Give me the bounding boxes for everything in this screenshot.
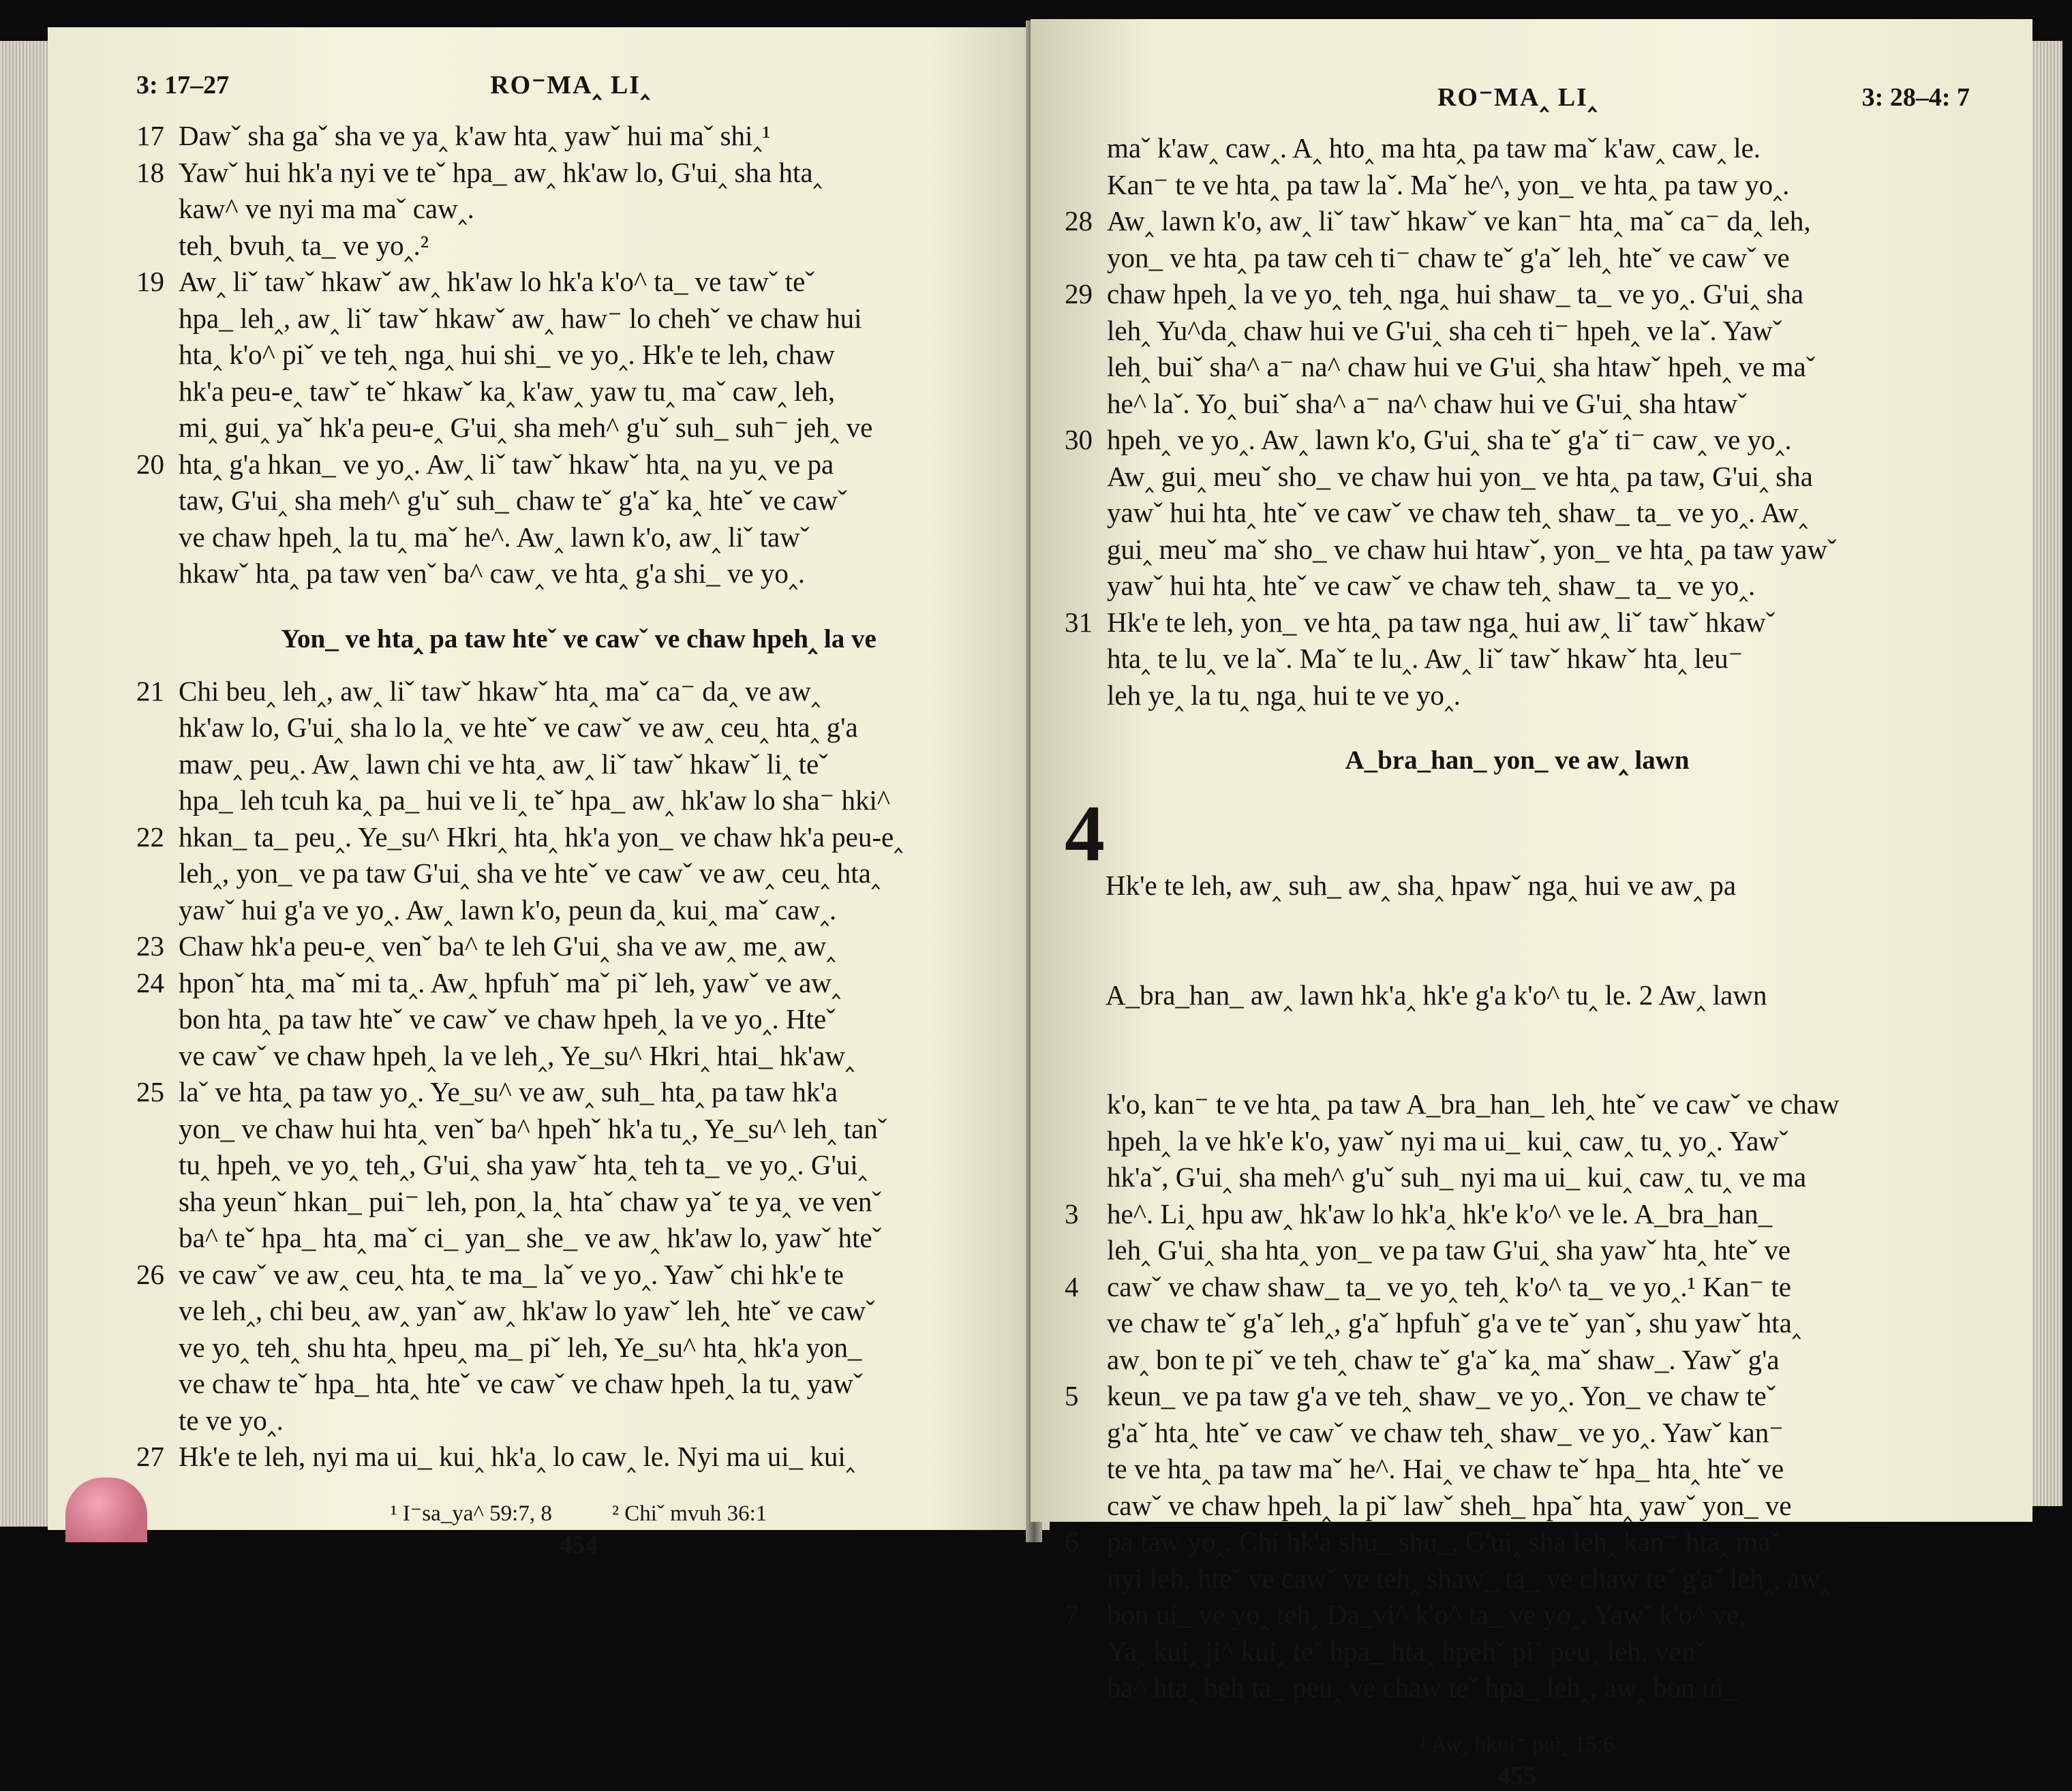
verse — [1065, 1269, 1970, 1379]
verse-line: yawˇ hui g'a ve yo‸. Aw‸ lawn k'o, peun da‸ kui‸ maˇ caw‸. — [179, 893, 837, 925]
chapter-number: 4 — [1065, 789, 1105, 878]
verse-line: k'o, kan⁻ te ve hta‸ pa taw A_bra_han_ leh‸ hteˇ ve cawˇ ve chaw — [1107, 1088, 1840, 1120]
verse-text — [179, 446, 1021, 592]
verse-line: ve yo‸ teh‸ shu hta‸ hpeu‸ ma_ piˇ leh, Ye_su^ hta‸ hk'a yon_ — [179, 1331, 862, 1363]
verse-line: he^. Li‸ hpu aw‸ hk'aw lo hk'a‸ hk'e k'o^ ve le. A_bra_han_ — [1107, 1197, 1773, 1229]
verse-line: Aw‸ liˇ tawˇ hkawˇ aw‸ hk'aw lo hk'a k'o^ ta_ ve tawˇ teˇ — [179, 266, 814, 297]
verse-number: 29 — [1065, 278, 1093, 309]
verse-line: Yawˇ hui hk'a nyi ve teˇ hpa_ aw‸ hk'aw lo, G'ui‸ sha hta‸ — [179, 156, 823, 188]
verse-number: 27 — [136, 1441, 164, 1472]
verse-line: Hk'e te leh, yon_ ve hta‸ pa taw nga‸ hui aw‸ liˇ tawˇ hkawˇ — [1107, 606, 1776, 638]
left-footnotes — [136, 1500, 1021, 1527]
verse-line: hkan_ ta_ peu‸. Ye_su^ Hkri‸ hta‸ hk'a yon_ ve chaw hk'a peu-e‸ — [179, 821, 904, 853]
verse-text — [179, 819, 1021, 929]
right-chapter-reference: 3: 28–4: 7 — [1861, 83, 1970, 112]
verse-line: hpa_ leh tcuh ka‸ pa_ hui ve li‸ teˇ hpa_ aw‸ hk'aw lo sha⁻ hki^ — [179, 784, 891, 816]
verse-line: leh ye‸ la tu‸ nga‸ hui te ve yo‸. — [1107, 679, 1461, 711]
verse-text — [1107, 1524, 1970, 1597]
verse-line: g'aˇ hta‸ hteˇ ve cawˇ ve chaw teh‸ shaw_ ve yo‸. Yawˇ kan⁻ — [1107, 1416, 1784, 1448]
left-verses-bottom — [136, 673, 1021, 1475]
verse-line: yon_ ve chaw hui hta‸ venˇ ba^ hpehˇ hk'a tu‸, Ye_su^ leh‸ tanˇ — [179, 1112, 887, 1144]
verse-text — [179, 1257, 1021, 1439]
verse-text — [1107, 422, 1970, 604]
verse — [1065, 1524, 1970, 1597]
verse-line: Hk'e te leh, nyi ma ui_ kui‸ hk'a‸ lo caw‸ le. Nyi ma ui_ kui‸ — [179, 1441, 855, 1472]
verse-line: laˇ ve hta‸ pa taw yo‸. Ye_su^ ve aw‸ suh_ hta‸ pa taw hk'a — [179, 1076, 838, 1107]
verse-line: cawˇ ve chaw hpeh‸ la piˇ lawˇ sheh_ hpaˇ hta‸ yawˇ yon_ ve — [1107, 1489, 1792, 1521]
verse-line: Chaw hk'a peu-e‸ venˇ ba^ te leh G'ui‸ sha ve aw‸ me‸ aw‸ — [179, 930, 836, 962]
verse-line: bon hta‸ pa taw hteˇ ve cawˇ ve chaw hpeh‸ la ve yo‸. Hteˇ — [179, 1003, 836, 1035]
verse-line: hponˇ hta‸ maˇ mi ta‸. Aw‸ hpfuhˇ maˇ piˇ leh, yawˇ ve aw‸ — [179, 966, 841, 998]
left-verses-top — [136, 118, 1021, 592]
verse-line: hta‸ k'o^ piˇ ve teh‸ nga‸ hui shi_ ve yo‸. Hk'e te leh, chaw — [179, 339, 835, 370]
verse-line: sha yeunˇ hkan_ pui⁻ leh, pon‸ la‸ htaˇ chaw yaˇ te ya‸ ve venˇ — [179, 1185, 882, 1217]
verse-number: 4 — [1065, 1270, 1079, 1302]
right-verses-top — [1065, 130, 1970, 714]
verse-number: 17 — [136, 120, 164, 151]
verse-line: leh‸ Yu^da‸ chaw hui ve G'ui‸ sha ceh ti⁻ hpeh‸ ve laˇ. Yawˇ — [1107, 314, 1782, 346]
chapter-first-verse — [1106, 795, 1970, 1086]
right-verses-bottom — [1065, 1086, 1970, 1706]
right-page-number: 455 — [1497, 1761, 1537, 1790]
verse — [136, 264, 1021, 446]
verse-text — [179, 264, 1021, 446]
verse-number: 19 — [136, 266, 164, 297]
verse-text — [1107, 276, 1970, 422]
verse-text — [1107, 1269, 1970, 1379]
verse — [1065, 203, 1970, 276]
verse-line: hpa_ leh‸, aw‸ liˇ tawˇ hkawˇ aw‸ haw⁻ lo chehˇ ve chaw hui — [179, 302, 862, 334]
verse-text — [179, 965, 1021, 1075]
verse — [136, 155, 1021, 264]
verse — [1065, 1086, 1970, 1196]
verse-number: 28 — [1065, 205, 1093, 236]
verse-number: 5 — [1065, 1380, 1079, 1411]
verse-line: ve cawˇ ve chaw hpeh‸ la ve leh‸, Ye_su^ Hkri‸ htai_ hk'aw‸ — [179, 1039, 855, 1071]
verse-line: ve cawˇ ve aw‸ ceu‸ hta‸ te ma_ laˇ ve yo‸. Yawˇ chi hk'e te — [179, 1258, 844, 1290]
left-section-heading: Yon_ ve hta‸ pa taw hteˇ ve cawˇ ve chaw hpeh‸ la ve — [281, 624, 877, 654]
verse-line: hpeh‸ la ve hk'e k'o, yawˇ nyi ma ui_ kui‸ caw‸ tu‸ yo‸. Yawˇ — [1107, 1124, 1788, 1157]
verse-number: 31 — [1065, 606, 1093, 638]
left-page — [48, 27, 1050, 1559]
verse-text — [1107, 1196, 1970, 1269]
verse-line: te ve yo‸. — [179, 1404, 284, 1436]
verse-line: Dawˇ sha gaˇ sha ve ya‸ k'aw hta‸ yawˇ hui maˇ shi‸¹ — [179, 120, 771, 151]
verse-text — [1107, 1597, 1970, 1706]
verse — [1065, 1378, 1970, 1524]
verse — [136, 928, 1021, 965]
verse-line: A_bra_han_ aw‸ lawn hk'a‸ hk'e g'a k'o^ tu‸ le. 2 Aw‸ lawn — [1106, 979, 1767, 1011]
verse-line: maw‸ peu‸. Aw‸ lawn chi ve hta‸ aw‸ liˇ tawˇ hkawˇ li‸ teˇ — [179, 748, 828, 780]
right-section-heading: A_bra_han_ yon_ ve aw‸ lawn — [1345, 746, 1690, 775]
verse-text — [1107, 604, 1970, 714]
verse-number: 26 — [136, 1258, 164, 1290]
verse-line: gui‸ meuˇ maˇ sho_ ve chaw hui htawˇ, yon_ ve hta‸ pa taw yawˇ — [1107, 533, 1837, 565]
verse-number: 7 — [1065, 1599, 1079, 1630]
verse-number — [1065, 130, 1107, 203]
verse-number: 30 — [1065, 424, 1093, 455]
footnote: ² Chiˇ mvuh 36:1 — [612, 1501, 767, 1526]
verse-line: hk'aˇ, G'ui‸ sha meh^ g'uˇ suh_ nyi ma ui_ kui‸ caw‸ tu‸ ve ma — [1107, 1161, 1807, 1193]
verse — [136, 118, 1021, 155]
verse-line: pa taw yo‸. Chi hk'a shu_ shu_, G'ui‸ sha leh‸ kan⁻ hta‸ maˇ — [1107, 1526, 1780, 1557]
verse-line: bon ui_ ve yo‸ teh‸ Da_vi^ k'o^ ta_ ve yo‸. Yawˇ k'o^ ve, — [1107, 1599, 1746, 1630]
verse-number: 3 — [1065, 1197, 1079, 1229]
verse-line: leh‸, yon_ ve pa taw G'ui‸ sha ve hteˇ ve cawˇ ve aw‸ ceu‸ hta‸ — [179, 857, 881, 889]
verse-line: nyi leh, hteˇ ve cawˇ ve teh‸ shaw_ ta_ ve chaw teˇ g'aˇ leh‸, aw‸ — [1107, 1562, 1829, 1594]
verse — [1065, 1597, 1970, 1706]
verse-text — [179, 1074, 1021, 1257]
verse-text — [1107, 130, 1970, 203]
verse-line: teh‸ bvuh‸ ta_ ve yo‸.² — [179, 229, 429, 261]
verse-line: Aw‸ lawn k'o, aw‸ liˇ tawˇ hkawˇ ve kan⁻ hta‸ maˇ ca⁻ da‸ leh, — [1107, 205, 1811, 236]
verse-line: tu‸ hpeh‸ ve yo‸ teh‸, G'ui‸ sha yawˇ hta‸ teh ta_ ve yo‸. G'ui‸ — [179, 1149, 868, 1180]
verse-line: Aw‸ gui‸ meuˇ sho_ ve chaw hui yon_ ve hta‸ pa taw, G'ui‸ sha — [1107, 460, 1813, 492]
verse-line: hta‸ g'a hkan_ ve yo‸. Aw‸ liˇ tawˇ hkawˇ hta‸ na yu‸ ve pa — [179, 448, 834, 480]
footnote: ¹ I⁻sa_ya^ 59:7, 8 — [390, 1501, 552, 1526]
verse-line: hk'aw lo, G'ui‸ sha lo la‸ ve hteˇ ve cawˇ ve aw‸ ceu‸ hta‸ g'a — [179, 711, 858, 743]
verse-line: Chi beu‸ leh‸, aw‸ liˇ tawˇ hkawˇ hta‸ maˇ ca⁻ da‸ ve aw‸ — [179, 675, 821, 707]
verse-line: yon_ ve hta‸ pa taw ceh ti⁻ chaw teˇ g'aˇ leh‸ hteˇ ve cawˇ ve — [1107, 241, 1790, 273]
verse-line: yawˇ hui hta‸ hteˇ ve cawˇ ve chaw teh‸ shaw_ ta_ ve yo‸. — [1107, 570, 1756, 601]
verse-line: ve chaw hpeh‸ la tu‸ maˇ he^. Aw‸ lawn k'o, aw‸ liˇ tawˇ — [179, 521, 810, 553]
verse-line: ba^ teˇ hpa_ hta‸ maˇ ci_ yan_ she_ ve aw‸ hk'aw lo, yawˇ hteˇ — [179, 1222, 882, 1253]
verse-line: ve chaw teˇ g'aˇ leh‸, g'aˇ hpfuhˇ g'a ve teˇ yanˇ, shu yawˇ hta‸ — [1107, 1307, 1801, 1338]
verse-text — [179, 928, 1021, 965]
verse-line: cawˇ ve chaw shaw_ ta_ ve yo‸ teh‸ k'o^ ta_ ve yo‸.¹ Kan⁻ te — [1107, 1270, 1791, 1302]
verse-line: he^ laˇ. Yo‸ buiˇ sha^ a⁻ na^ chaw hui ve G'ui‸ sha htawˇ — [1107, 387, 1747, 419]
right-running-head — [1065, 82, 1970, 112]
left-book-title: RO⁻MA‸ LI‸ — [490, 71, 651, 99]
verse-line: leh‸ buiˇ sha^ a⁻ na^ chaw hui ve G'ui‸ sha htawˇ hpeh‸ ve maˇ — [1107, 351, 1816, 382]
right-book-title: RO⁻MA‸ LI‸ — [1437, 83, 1598, 112]
footnote: ¹ Aw‸ hkui⁻ pui‸ 15:6 — [1420, 1732, 1615, 1757]
left-page-edges — [0, 41, 49, 1527]
verse — [1065, 604, 1970, 714]
verse-text — [179, 155, 1021, 264]
left-running-head — [136, 70, 1021, 100]
verse-number: 22 — [136, 821, 164, 853]
verse — [136, 819, 1021, 929]
verse — [136, 446, 1021, 592]
verse-line: Hk'e te leh, aw‸ suh_ aw‸ sha‸ hpawˇ nga‸ hui ve aw‸ pa — [1106, 870, 1737, 901]
verse-number: 18 — [136, 156, 164, 188]
verse-line: hta‸ te lu‸ ve laˇ. Maˇ te lu‸. Aw‸ liˇ tawˇ hkawˇ hta‸ leu⁻ — [1107, 643, 1743, 674]
verse — [1065, 276, 1970, 422]
verse-line: ve leh‸, chi beu‸ aw‸ yanˇ aw‸ hk'aw lo yawˇ leh‸ hteˇ ve cawˇ — [179, 1295, 875, 1326]
verse — [136, 1257, 1021, 1439]
verse — [1065, 422, 1970, 604]
verse-text — [1107, 203, 1970, 276]
verse-line: maˇ k'aw‸ caw‸. A‸ hto‸ ma hta‸ pa taw maˇ k'aw‸ caw‸ le. — [1107, 132, 1761, 164]
thumb — [65, 1478, 147, 1542]
verse-number: 23 — [136, 930, 164, 962]
verse-number: 6 — [1065, 1526, 1079, 1557]
verse-number: 24 — [136, 966, 164, 998]
verse-line: ve chaw teˇ hpa_ hta‸ hteˇ ve cawˇ ve chaw hpeh‸ la tu‸ yawˇ — [179, 1368, 863, 1399]
verse — [136, 1439, 1021, 1475]
verse-line: yawˇ hui hta‸ hteˇ ve cawˇ ve chaw teh‸ shaw_ ta_ ve yo‸. Aw‸ — [1107, 497, 1808, 528]
verse-number: 25 — [136, 1076, 164, 1107]
verse-line: hkawˇ hta‸ pa taw venˇ ba^ caw‸ ve hta‸ g'a shi_ ve yo‸. — [179, 557, 805, 589]
right-page — [1031, 19, 2032, 1790]
verse — [1065, 130, 1970, 203]
verse — [136, 673, 1021, 819]
verse-text — [1107, 1378, 1970, 1524]
verse-line: Ya‸ kui‸ ji^ kui‸ teˇ hpa_ hta‸ hpehˇ piˇ peu‸ leh, venˇ — [1107, 1635, 1705, 1667]
verse-line: te ve hta‸ pa taw maˇ he^. Hai‸ ve chaw teˇ hpa_ hta‸ hteˇ ve — [1107, 1453, 1784, 1484]
verse-line: hk'a peu-e‸ tawˇ teˇ hkawˇ ka‸ k'aw‸ yaw tu‸ maˇ caw‸ leh, — [179, 375, 836, 407]
left-page-number: 454 — [559, 1530, 598, 1559]
chapter-start — [1065, 789, 1970, 1086]
verse-line: mi‸ gui‸ yaˇ hk'a peu-e‸ G'ui‸ sha meh^ g'uˇ suh_ suh⁻ jeh‸ ve — [179, 412, 873, 443]
verse-text — [1107, 1086, 1970, 1196]
verse — [1065, 1196, 1970, 1269]
verse-line: kaw^ ve nyi ma maˇ caw‸. — [179, 193, 474, 224]
verse-line: keun_ ve pa taw g'a ve teh‸ shaw_ ve yo‸. Yon_ ve chaw teˇ — [1107, 1380, 1776, 1411]
verse-line: taw, G'ui‸ sha meh^ g'uˇ suh_ chaw teˇ g'aˇ ka‸ hteˇ ve cawˇ — [179, 485, 847, 516]
verse-number: 21 — [136, 675, 164, 707]
verse-number: 20 — [136, 448, 164, 480]
verse-line: Kan⁻ te ve hta‸ pa taw laˇ. Maˇ he^, yon_ ve hta‸ pa taw yo‸. — [1107, 168, 1790, 200]
verse-number — [1065, 1086, 1107, 1196]
verse-line: aw‸ bon te piˇ ve teh‸ chaw teˇ g'aˇ ka‸ maˇ shaw_. Yawˇ g'a — [1107, 1343, 1780, 1375]
verse-text — [179, 118, 1021, 155]
right-footnotes — [1065, 1731, 1970, 1758]
verse-line: chaw hpeh‸ la ve yo‸ teh‸ nga‸ hui shaw_ ta_ ve yo‸. G'ui‸ sha — [1107, 278, 1804, 309]
verse-text — [179, 673, 1021, 819]
verse-line: ba^ hta‸ beh ta_ peu‸ ve chaw teˇ hpa_ leh‸, aw‸ bon ui_ — [1107, 1672, 1738, 1703]
verse-line: hpeh‸ ve yo‸. Aw‸ lawn k'o, G'ui‸ sha teˇ g'aˇ ti⁻ caw‸ ve yo‸. — [1107, 424, 1792, 455]
verse-line: leh‸ G'ui‸ sha hta‸ yon_ ve pa taw G'ui‸ sha yawˇ hta‸ hteˇ ve — [1107, 1234, 1791, 1266]
verse-text — [179, 1439, 1021, 1475]
verse — [136, 1074, 1021, 1257]
verse — [136, 965, 1021, 1075]
left-chapter-reference: 3: 17–27 — [136, 71, 230, 99]
